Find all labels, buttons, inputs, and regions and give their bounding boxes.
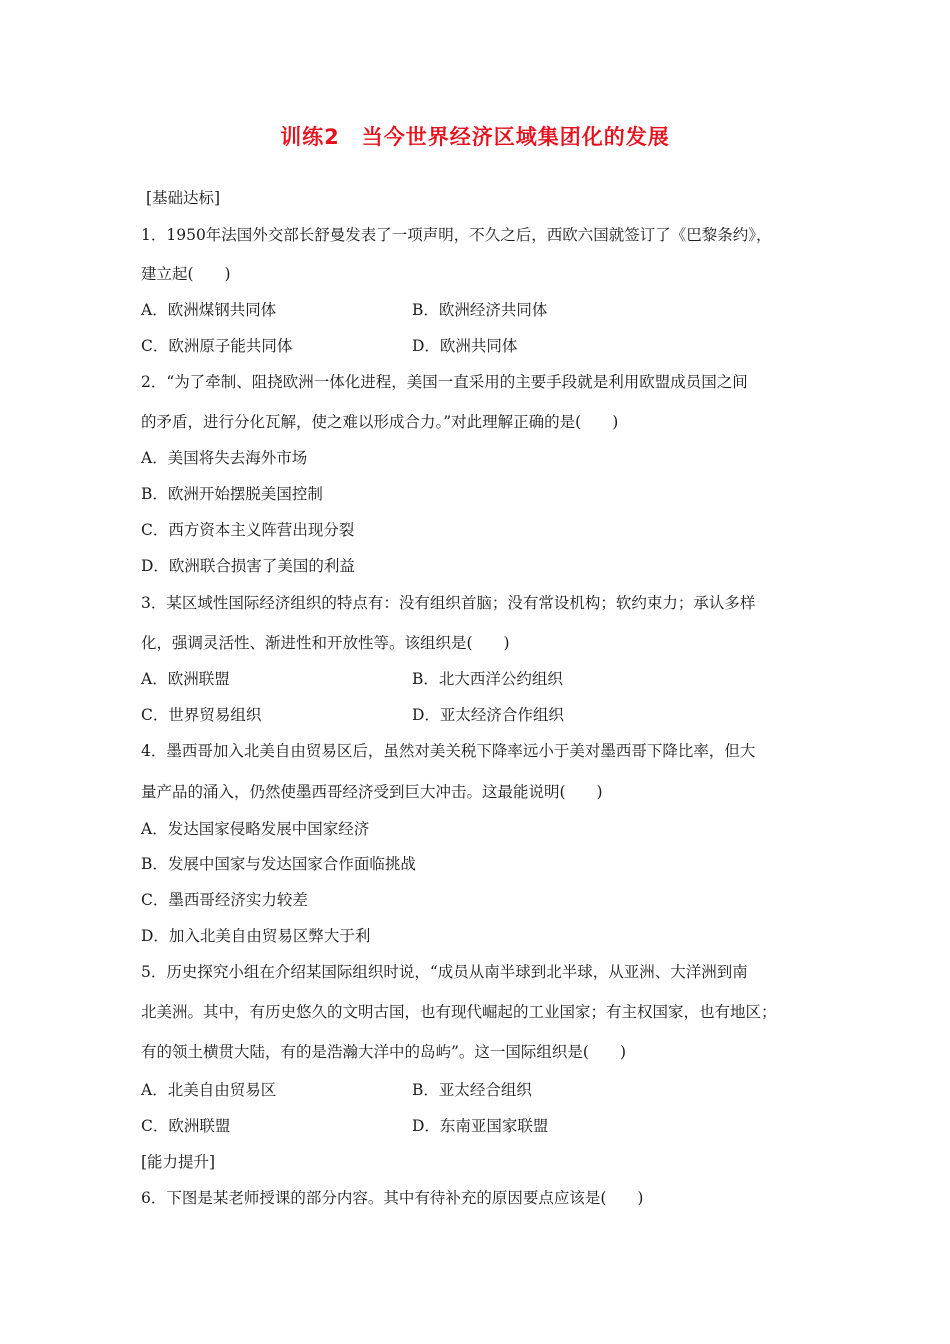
question-2-option-c: C．西方资本主义阵营出现分裂 (141, 521, 355, 539)
question-1-option-c: C．欧洲原子能共同体 (141, 337, 293, 355)
question-1-option-b: B．欧洲经济共同体 (412, 301, 548, 319)
question-5-stem-line1: 5．历史探究小组在介绍某国际组织时说，“成员从南半球到北半球，从亚洲、大洋洲到南 (141, 963, 748, 981)
question-4-option-b: B．发展中国家与发达国家合作面临挑战 (141, 855, 416, 873)
question-3-option-d: D．亚太经济合作组织 (412, 706, 564, 724)
question-5-stem-line3: 有的领土横贯大陆，有的是浩瀚大洋中的岛屿”。这一国际组织是( ) (141, 1043, 627, 1061)
question-1-option-d: D．欧洲共同体 (412, 337, 518, 355)
question-5-option-a: A．北美自由贸易区 (141, 1081, 277, 1099)
question-4-option-d: D．加入北美自由贸易区弊大于利 (141, 927, 371, 945)
question-4-option-c: C．墨西哥经济实力较差 (141, 891, 308, 909)
question-4-stem-line2: 量产品的涌入，仍然使墨西哥经济受到巨大冲击。这最能说明( ) (141, 783, 603, 801)
question-6-stem-line1: 6．下图是某老师授课的部分内容。其中有待补充的原因要点应该是( ) (141, 1189, 644, 1207)
question-2-option-a: A．美国将失去海外市场 (141, 449, 308, 467)
question-1-stem-line1: 1．1950年法国外交部长舒曼发表了一项声明，不久之后，西欧六国就签订了《巴黎条约》， (141, 226, 772, 244)
question-3-stem-line1: 3．某区域性国际经济组织的特点有：没有组织首脑；没有常设机构；软约束力；承认多样 (141, 594, 756, 612)
question-4-stem-line1: 4．墨西哥加入北美自由贸易区后，虽然对美关税下降率远小于美对墨西哥下降比率，但大 (141, 742, 756, 760)
question-5-stem-line2: 北美洲。其中，有历史悠久的文明古国，也有现代崛起的工业国家；有主权国家，也有地区； (141, 1003, 777, 1021)
question-2-option-d: D．欧洲联合损害了美国的利益 (141, 557, 355, 575)
question-5-option-b: B．亚太经合组织 (412, 1081, 532, 1099)
question-2-stem-line1: 2．“为了牵制、阻挠欧洲一体化进程，美国一直采用的主要手段就是利用欧盟成员国之间 (141, 373, 748, 391)
section-advanced: [能力提升] (141, 1153, 216, 1171)
question-3-stem-line2: 化，强调灵活性、渐进性和开放性等。该组织是( ) (141, 634, 510, 652)
question-2-stem-line2: 的矛盾，进行分化瓦解，使之难以形成合力。”对此理解正确的是( ) (141, 413, 619, 431)
question-2-option-b: B．欧洲开始摆脱美国控制 (141, 485, 323, 503)
question-4-option-a: A．发达国家侵略发展中国家经济 (141, 820, 370, 838)
question-1-option-a: A．欧洲煤钢共同体 (141, 301, 277, 319)
section-basic: [基础达标] (146, 189, 221, 207)
question-3-option-a: A．欧洲联盟 (141, 670, 230, 688)
question-5-option-d: D．东南亚国家联盟 (412, 1117, 549, 1135)
question-3-option-b: B．北大西洋公约组织 (412, 670, 563, 688)
page-title: 训练2 当今世界经济区域集团化的发展 (280, 125, 670, 149)
question-1-stem-line2: 建立起( ) (141, 265, 231, 283)
question-5-option-c: C．欧洲联盟 (141, 1117, 231, 1135)
question-3-option-c: C．世界贸易组织 (141, 706, 262, 724)
